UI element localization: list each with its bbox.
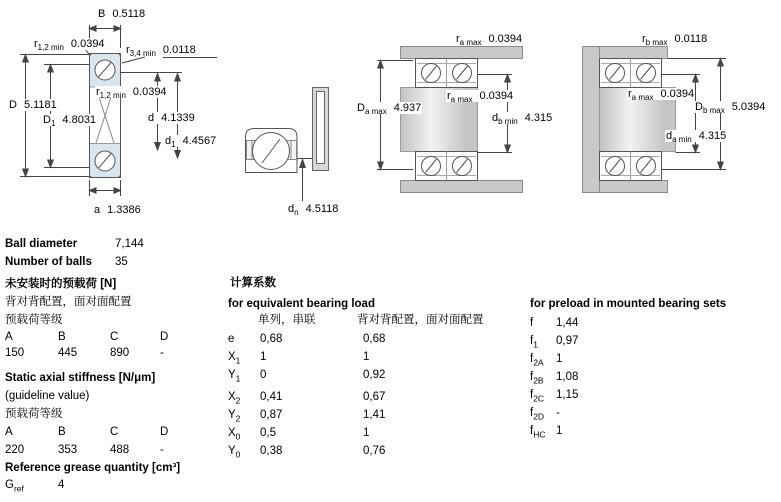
preload-set-row-f2d: $f_{2D}$ - bbox=[530, 407, 560, 422]
dim-label-r12-min-mid: $r_{1,2 min}$ 0.0394 bbox=[96, 86, 167, 101]
dim-label-db-min: $d_{b min}$ 4.315 bbox=[492, 112, 553, 127]
dim-label-da-min: $d_{a min}$ 4.315 bbox=[666, 130, 727, 145]
drawing-mounted-set-db-da bbox=[583, 47, 727, 193]
factors-title: 计算系数 bbox=[230, 277, 276, 289]
stiffness-class-label: 预载荷等级 bbox=[5, 408, 63, 420]
preload-set-row-f2a: $f_{2A}$ 1 bbox=[530, 353, 563, 368]
factor-row-x2: $X_2$ 0,41 0,67 bbox=[228, 391, 386, 406]
dim-label-ra-max-top: $r_{a max}$ 0.0394 bbox=[456, 33, 523, 48]
dim-label-d1: $d_1$ 4.4567 bbox=[165, 135, 217, 150]
stiffness-value-row: 220 353 488 - bbox=[5, 444, 164, 456]
factor-row-y2: $Y_2$ 0,87 1,41 bbox=[228, 409, 386, 424]
spec-number-of-balls: Number of balls 35 bbox=[5, 256, 128, 268]
spec-ball-diameter: Ball diameter 7,144 bbox=[5, 238, 144, 250]
preload-header-row: A B C D bbox=[5, 331, 169, 343]
number-of-balls-value: 35 bbox=[115, 256, 128, 268]
preload-class-label: 预载荷等级 bbox=[5, 314, 63, 326]
preload-set-row-fhc: $f_{HC}$ 1 bbox=[530, 425, 563, 440]
preload-title: 未安装时的预载荷 [N] bbox=[5, 278, 117, 290]
dim-label-Db-max: $D_{b max}$ 5.0394 bbox=[695, 101, 766, 116]
stiffness-title: Static axial stiffness [N/μm] bbox=[5, 372, 156, 384]
dim-label-r34-min: $r_{3,4 min}$ 0.0118 bbox=[126, 44, 196, 59]
dim-label-D1: $D_1$ 4.8031 bbox=[43, 114, 97, 129]
preload-value-row: 150 445 890 - bbox=[5, 347, 164, 359]
equiv-load-header-row: 单列，串联 背对背配置，面对面配置 bbox=[258, 314, 484, 326]
preload-set-subtitle: for preload in mounted bearing sets bbox=[530, 298, 727, 310]
factor-row-y0: $Y_0$ 0,38 0,76 bbox=[228, 445, 386, 460]
stiffness-subtitle: (guideline value) bbox=[5, 390, 90, 402]
dim-label-ra-max-right: $r_{a max}$ 0.0394 bbox=[628, 88, 695, 103]
drawing-bearing-front-view bbox=[246, 88, 329, 202]
preload-set-row-f1: $f_1$ 0,97 bbox=[530, 335, 579, 350]
dim-label-ra-max-mid: $r_{a max}$ 0.0394 bbox=[447, 90, 514, 105]
dim-label-D: D 5.1181 bbox=[9, 99, 57, 111]
grease-row: $G_{ref}$ 4 bbox=[5, 479, 65, 494]
dim-label-B: B 0.5118 bbox=[98, 8, 146, 20]
dim-label-d: d 4.1339 bbox=[148, 112, 195, 124]
dim-label-rb-max: $r_{b max}$ 0.0118 bbox=[642, 33, 708, 48]
dim-label-Da-max: $D_{a max}$ 4.937 bbox=[357, 102, 422, 117]
preload-set-row-f2c: $f_{2C}$ 1,15 bbox=[530, 389, 579, 404]
preload-set-row-f2b: $f_{2B}$ 1,08 bbox=[530, 371, 579, 386]
stiffness-header-row: A B C D bbox=[5, 426, 169, 438]
factor-row-x0: $X_0$ 0,5 1 bbox=[228, 427, 370, 442]
preload-subtitle: 背对背配置，面对面配置 bbox=[5, 296, 132, 308]
factor-row-y1: $Y_1$ 0 0,92 bbox=[228, 369, 386, 384]
grease-title: Reference grease quantity [cm³] bbox=[5, 462, 181, 474]
dim-label-a: a 1.3386 bbox=[94, 204, 141, 216]
factor-row-e: e 0,68 0,68 bbox=[228, 333, 386, 345]
factor-row-x1: $X_1$ 1 1 bbox=[228, 351, 370, 366]
ball-diameter-value: 7,144 bbox=[115, 238, 144, 250]
preload-set-row-f: f 1,44 bbox=[530, 317, 579, 329]
dim-label-dn: $d_n$ 4.5118 bbox=[288, 203, 339, 218]
equiv-load-subtitle: for equivalent bearing load bbox=[228, 298, 375, 310]
dim-label-r12-min-top: $r_{1,2 min}$ 0.0394 bbox=[34, 38, 105, 53]
grease-value: 4 bbox=[58, 479, 65, 491]
